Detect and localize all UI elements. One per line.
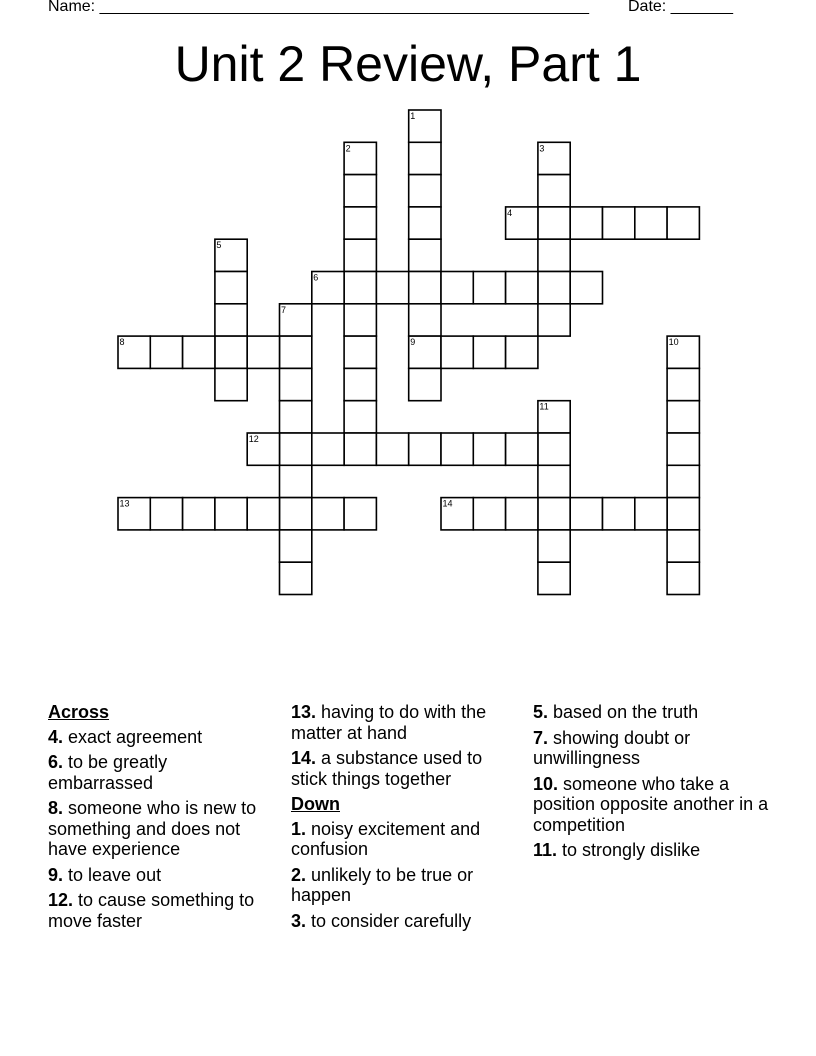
grid-cell[interactable] <box>570 498 602 530</box>
clue-item-number: 11. <box>533 840 558 860</box>
grid-cell[interactable] <box>667 498 699 530</box>
clue-number-14: 14 <box>442 498 453 509</box>
grid-cell[interactable] <box>538 530 570 562</box>
clue-item <box>291 702 519 743</box>
grid-cell[interactable] <box>280 368 312 400</box>
grid-cell[interactable] <box>247 336 279 368</box>
grid-cell[interactable] <box>150 498 182 530</box>
date-field-line: Date: _______ <box>628 0 733 15</box>
grid-cell[interactable] <box>667 433 699 465</box>
clue-item <box>291 911 519 932</box>
grid-cell[interactable] <box>538 498 570 530</box>
grid-cell[interactable] <box>538 304 570 336</box>
grid-cell[interactable] <box>667 530 699 562</box>
clue-item-text: unlikely to be true or happen <box>291 864 474 905</box>
clue-item <box>48 865 276 886</box>
clue-item <box>291 819 519 860</box>
grid-cell[interactable] <box>280 562 312 594</box>
grid-cell[interactable] <box>538 433 570 465</box>
clue-item-number: 4. <box>48 726 64 747</box>
grid-cell[interactable] <box>215 498 247 530</box>
clue-item <box>533 774 773 836</box>
clue-number-13: 13 <box>119 498 130 509</box>
clue-item-text: to be greatly embarrassed <box>48 752 168 793</box>
clue-item-text: showing doubt or unwillingness <box>533 727 691 768</box>
grid-cell[interactable] <box>473 433 505 465</box>
clue-item-number: 10. <box>533 773 559 794</box>
clue-item-text: noisy excitement and confusion <box>291 818 481 859</box>
grid-cell[interactable] <box>506 498 538 530</box>
grid-cell[interactable] <box>441 433 473 465</box>
grid-cell[interactable] <box>409 272 441 304</box>
grid-cell[interactable] <box>344 207 376 239</box>
grid-cell[interactable] <box>667 207 699 239</box>
grid-cell[interactable] <box>667 368 699 400</box>
across-heading: Across <box>48 702 110 722</box>
clue-number-3: 3 <box>539 143 545 154</box>
clue-item-text: someone who is new to something and does not have experience <box>48 798 257 859</box>
grid-cell[interactable] <box>538 175 570 207</box>
clue-item-number: 12. <box>48 890 74 910</box>
grid-cell[interactable] <box>506 272 538 304</box>
grid-cell[interactable] <box>215 368 247 400</box>
grid-cell[interactable] <box>538 465 570 497</box>
grid-cell[interactable] <box>215 272 247 304</box>
grid-cell[interactable] <box>215 336 247 368</box>
grid-cell[interactable] <box>376 433 408 465</box>
grid-cell[interactable] <box>280 401 312 433</box>
grid-cell[interactable] <box>570 272 602 304</box>
clue-number-4: 4 <box>507 207 513 218</box>
clue-item-number: 5. <box>533 702 549 722</box>
grid-cell[interactable] <box>344 433 376 465</box>
grid-cell[interactable] <box>280 530 312 562</box>
clue-item-number: 1. <box>291 818 307 839</box>
grid-cell[interactable] <box>344 498 376 530</box>
clue-number-11: 11 <box>539 401 549 412</box>
clue-column-2 <box>291 702 519 936</box>
clue-item <box>533 728 773 769</box>
grid-cell[interactable] <box>441 272 473 304</box>
grid-cell[interactable] <box>344 336 376 368</box>
grid-cell[interactable] <box>215 304 247 336</box>
clue-number-10: 10 <box>668 337 679 348</box>
page-title: Unit 2 Review, Part 1 <box>174 36 642 92</box>
grid-cell[interactable] <box>635 498 667 530</box>
grid-cell[interactable] <box>635 207 667 239</box>
grid-cell[interactable] <box>667 465 699 497</box>
grid-cell[interactable] <box>183 336 215 368</box>
clue-item-text: someone who take a position opposite another in a competition <box>533 773 769 835</box>
grid-cell[interactable] <box>280 433 312 465</box>
grid-cell[interactable] <box>312 433 344 465</box>
grid-cell[interactable] <box>344 239 376 271</box>
clue-number-9: 9 <box>410 337 416 348</box>
grid-cell[interactable] <box>409 368 441 400</box>
clue-item-number: 9. <box>48 864 64 885</box>
clue-item-number: 13. <box>291 702 317 722</box>
clue-item <box>533 702 773 723</box>
grid-cell[interactable] <box>506 433 538 465</box>
clue-item-text: to consider carefully <box>306 910 472 931</box>
grid-cell[interactable] <box>344 175 376 207</box>
clue-number-12: 12 <box>248 434 259 444</box>
clue-number-2: 2 <box>345 143 351 154</box>
grid-cell[interactable] <box>376 272 408 304</box>
grid-cell[interactable] <box>409 433 441 465</box>
clue-column-3 <box>533 702 773 866</box>
clue-item-text: to leave out <box>63 864 162 885</box>
grid-cell[interactable] <box>538 207 570 239</box>
grid-cell[interactable] <box>667 562 699 594</box>
clue-number-6: 6 <box>313 272 319 283</box>
grid-cell[interactable] <box>150 336 182 368</box>
clue-number-1: 1 <box>410 111 416 121</box>
grid-cell[interactable] <box>183 498 215 530</box>
grid-cell[interactable] <box>441 336 473 368</box>
grid-cell[interactable] <box>344 272 376 304</box>
grid-cell[interactable] <box>506 336 538 368</box>
grid-cell[interactable] <box>538 562 570 594</box>
grid-cell[interactable] <box>312 498 344 530</box>
clue-item-number: 6. <box>48 752 64 772</box>
grid-cell[interactable] <box>344 368 376 400</box>
grid-cell[interactable] <box>280 336 312 368</box>
clue-item <box>48 752 276 793</box>
down-heading: Down <box>291 794 340 814</box>
grid-cell[interactable] <box>409 175 441 207</box>
grid-cell[interactable] <box>409 207 441 239</box>
grid-cell[interactable] <box>667 401 699 433</box>
clue-number-7: 7 <box>281 304 287 315</box>
grid-cell[interactable] <box>603 207 635 239</box>
grid-cell[interactable] <box>570 207 602 239</box>
clue-item-text: having to do with the matter at hand <box>291 702 487 743</box>
clue-item <box>48 727 276 748</box>
clue-item <box>48 798 276 860</box>
clue-item-text: exact agreement <box>63 726 203 747</box>
grid-cell[interactable] <box>409 142 441 174</box>
clue-item-number: 3. <box>291 910 307 931</box>
clue-item-number: 8. <box>48 798 64 818</box>
clue-number-5: 5 <box>216 240 222 251</box>
clue-item-text: a substance used to stick things together <box>291 748 483 789</box>
clue-item-number: 2. <box>291 864 307 885</box>
clue-number-8: 8 <box>119 337 125 348</box>
grid-cell[interactable] <box>280 498 312 530</box>
grid-cell[interactable] <box>538 239 570 271</box>
clue-item <box>533 840 773 861</box>
grid-cell[interactable] <box>280 465 312 497</box>
clue-item-text: to strongly dislike <box>557 840 701 860</box>
grid-cell[interactable] <box>344 401 376 433</box>
clue-item-text: based on the truth <box>548 702 699 722</box>
grid-cell[interactable] <box>409 304 441 336</box>
name-field-line: Name: _______________________________________________________ <box>48 0 589 15</box>
grid-cell[interactable] <box>603 498 635 530</box>
grid-cell[interactable] <box>538 272 570 304</box>
grid-cell[interactable] <box>409 239 441 271</box>
clue-column-1 <box>48 702 276 936</box>
clue-item-text: to cause something to move faster <box>48 890 255 931</box>
grid-cell[interactable] <box>473 336 505 368</box>
grid-cell[interactable] <box>344 304 376 336</box>
grid-cell[interactable] <box>473 498 505 530</box>
clue-item <box>291 748 519 789</box>
grid-cell[interactable] <box>473 272 505 304</box>
clue-item-number: 14. <box>291 748 317 768</box>
clue-item <box>291 865 519 906</box>
clue-item <box>48 890 276 931</box>
clue-item-number: 7. <box>533 727 549 748</box>
grid-cell[interactable] <box>247 498 279 530</box>
